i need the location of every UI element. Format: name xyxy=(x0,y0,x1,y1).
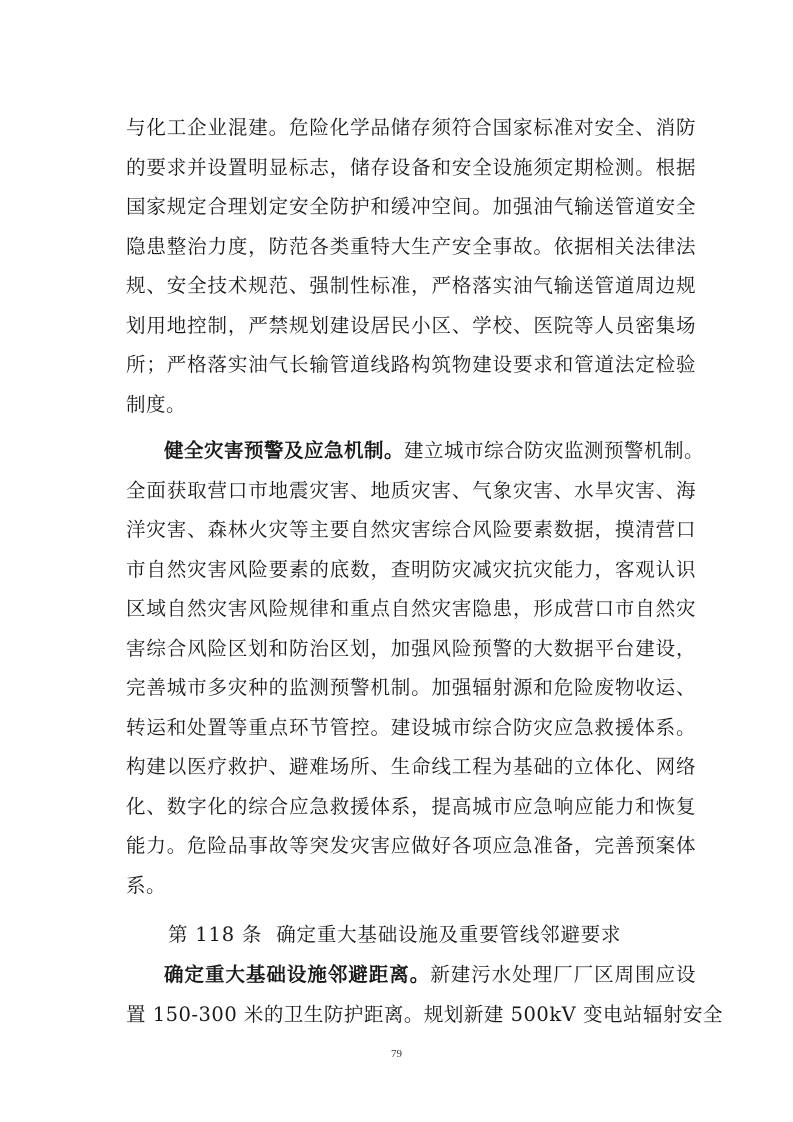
paragraph-line: 构建以医疗救护、避难场所、生命线工程为基础的立体化、网络 xyxy=(126,755,696,778)
paragraph-line: 全面获取营口市地震灾害、地质灾害、气象灾害、水旱灾害、海 xyxy=(126,478,696,502)
paragraph-first-line xyxy=(164,431,705,471)
section-lead-text: 新建污水处理厂厂区周围应设 xyxy=(430,963,696,986)
paragraph-line: 制度。 xyxy=(126,392,187,416)
paragraph-line: 隐患整治力度，防范各类重特大生产安全事故。依据相关法律法 xyxy=(126,234,696,258)
paragraph-line: 转运和处置等重点环节管控。建设城市综合防灾应急救援体系。 xyxy=(126,715,696,739)
paragraph-line: 规、安全技术规范、强制性标准，严格落实油气输送管道周边规 xyxy=(126,274,696,297)
paragraph-line: 的要求并设置明显标志，储存设备和安全设施须定期检测。根据 xyxy=(126,155,696,179)
section-lead-heading: 确定重大基础设施邻避距离。 xyxy=(164,963,431,986)
paragraph-line: 与化工企业混建。危险化学品储存须符合国家标准对安全、消防 xyxy=(126,116,696,139)
paragraph-line: 市自然灾害风险要素的底数，查明防灾减灾抗灾能力，客观认识 xyxy=(126,557,696,581)
paragraph-line: 化、数字化的综合应急救援体系，提高城市应急响应能力和恢复 xyxy=(126,794,696,818)
article-number: 第 118 条 xyxy=(168,923,263,946)
paragraph-line: 洋灾害、森林火灾等主要自然灾害综合风险要素数据，摸清营口 xyxy=(126,518,696,541)
paragraph-line: 害综合风险区划和防治区划，加强风险预警的大数据平台建设， xyxy=(126,636,696,660)
paragraph-line: 所；严格落实油气长输管道线路构筑物建设要求和管道法定检验 xyxy=(126,353,696,376)
page-number: 79 xyxy=(391,1048,402,1060)
section-lead-text: 建立城市综合防灾监测预警机制。 xyxy=(404,439,705,462)
paragraph-line: 国家规定合理划定安全防护和缓冲空间。加强油气输送管道安全 xyxy=(126,195,696,218)
paragraph-line: 置 150-300 米的卫生防护距离。规划新建 500kV 变电站辐射安全 xyxy=(126,1002,723,1026)
paragraph-line: 能力。危险品事故等突发灾害应做好各项应急准备，完善预案体 xyxy=(126,834,696,857)
article-title: 确定重大基础设施及重要管线邻避要求 xyxy=(276,923,622,946)
paragraph-line: 完善城市多灾种的监测预警机制。加强辐射源和危险废物收运、 xyxy=(126,676,696,699)
paragraph-line: 系。 xyxy=(126,873,167,897)
paragraph-line: 划用地控制，严禁规划建设居民小区、学校、医院等人员密集场 xyxy=(126,313,696,337)
article-heading xyxy=(168,915,621,955)
paragraph-first-line xyxy=(164,955,696,995)
section-lead-heading: 健全灾害预警及应急机制。 xyxy=(164,439,405,462)
paragraph-line: 区域自然灾害风险规律和重点自然灾害隐患，形成营口市自然灾 xyxy=(126,597,696,620)
